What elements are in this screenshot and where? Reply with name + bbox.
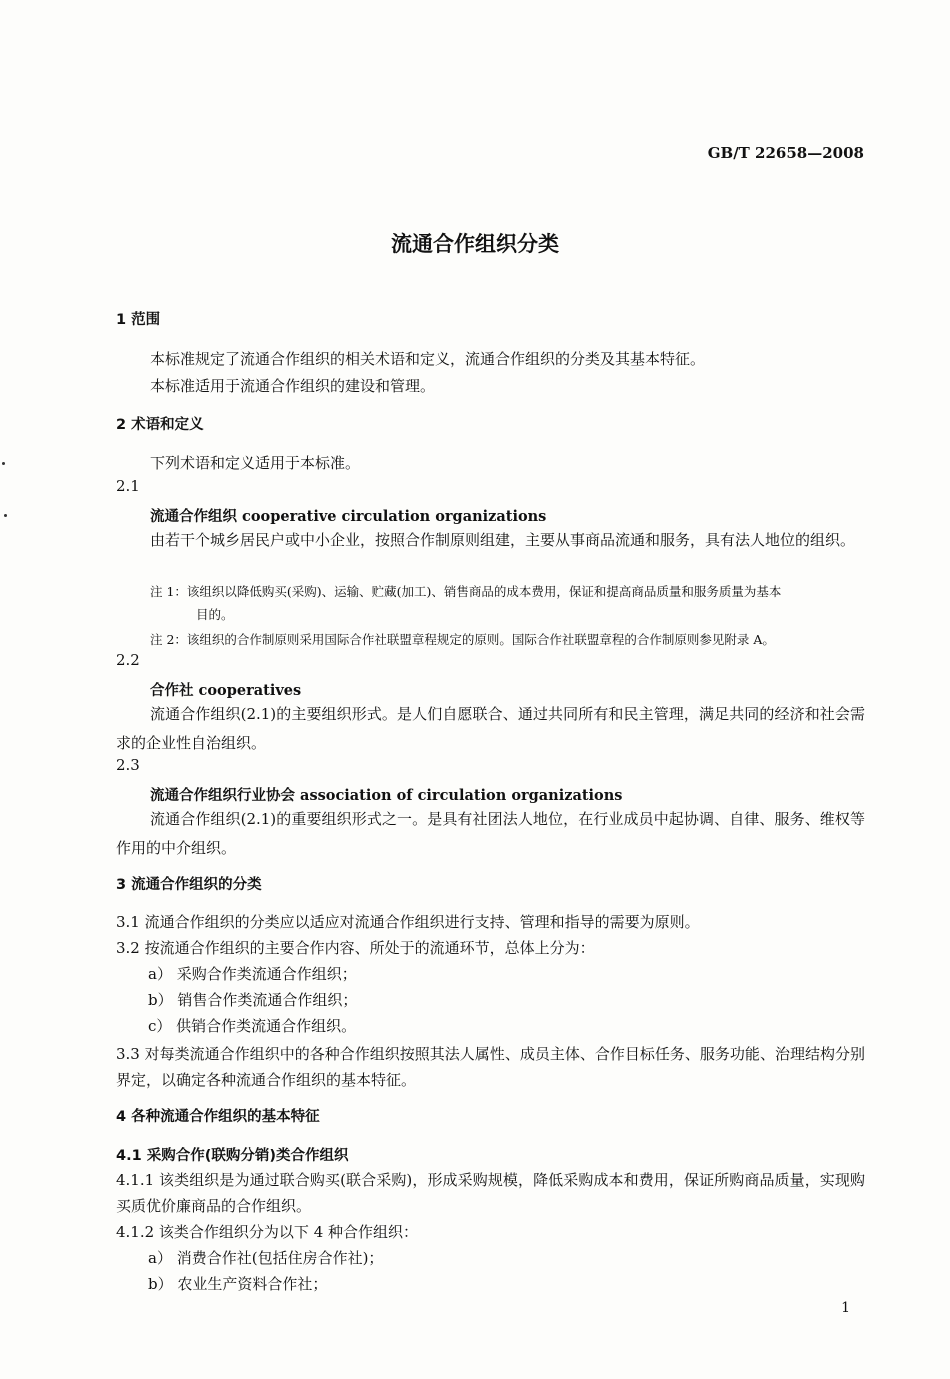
list-item-a: a） 消费合作社(包括住房合作社)； xyxy=(148,1249,384,1267)
clause-2-3-definition: 流通合作组织(2.1)的重要组织形式之一。是具有社团法人地位，在行业成员中起协调、自律、服务、维权等作用的中介组织。 xyxy=(116,810,865,857)
section-2-heading: 2 术语和定义 xyxy=(116,417,204,433)
section-1-heading: 1 范围 xyxy=(116,312,161,328)
list-item-a: a） 采购合作类流通合作组织； xyxy=(148,965,357,983)
section-1-paragraph-1: 本标准规定了流通合作组织的相关术语和定义，流通合作组织的分类及其基本特征。 xyxy=(150,350,706,368)
clause-2-1-term: 流通合作组织 cooperative circulation organizations xyxy=(150,508,547,525)
list-item-b: b） 农业生产资料合作社； xyxy=(148,1275,328,1293)
list-item-b: b） 销售合作类流通合作组织； xyxy=(148,991,358,1009)
clause-2-2-definition: 流通合作组织(2.1)的主要组织形式。是人们自愿联合、通过共同所有和民主管理，满足共同的经济和社会需求的企业性自治组织。 xyxy=(116,705,865,752)
clause-2-1-note-1-cont: 目的。 xyxy=(196,607,234,622)
margin-dot xyxy=(4,514,7,517)
clause-2-1-note-1: 注 1：该组织以降低购买(采购)、运输、贮藏(加工)、销售商品的成本费用，保证和提高商品质量和服务质量为基本 xyxy=(150,584,782,599)
page-number: 1 xyxy=(841,1300,850,1316)
list-item-c: c） 供销合作类流通合作组织。 xyxy=(148,1017,357,1035)
section-1-paragraph-2: 本标准适用于流通合作组织的建设和管理。 xyxy=(150,377,436,395)
standard-number: GB/T 22658—2008 xyxy=(707,144,864,162)
section-2-intro: 下列术语和定义适用于本标准。 xyxy=(150,454,361,472)
section-3-heading: 3 流通合作组织的分类 xyxy=(116,877,262,893)
clause-4-1-2: 4.1.2 该类合作组织分为以下 4 种合作组织： xyxy=(116,1223,419,1241)
clause-2-1-definition: 由若干个城乡居民户或中小企业，按照合作制原则组建，主要从事商品流通和服务，具有法人地位的组织。 xyxy=(150,531,856,549)
clause-2-1-note-2: 注 2：该组织的合作制原则采用国际合作社联盟章程规定的原则。国际合作社联盟章程的合作制原则参见附录 A。 xyxy=(150,632,775,647)
clause-2-3-term: 流通合作组织行业协会 association of circulation organizations xyxy=(150,787,623,804)
clause-3-2: 3.2 按流通合作组织的主要合作内容、所处于的流通环节，总体上分为： xyxy=(116,939,595,957)
clause-2-3-number: 2.3 xyxy=(116,756,140,774)
clause-4-1-1: 4.1.1 该类组织是为通过联合购买(联合采购)，形成采购规模，降低采购成本和费用，保证所购商品质量，实现购买质优价廉商品的合作组织。 xyxy=(116,1171,865,1215)
clause-2-2-term: 合作社 cooperatives xyxy=(150,682,302,699)
clause-3-3: 3.3 对每类流通合作组织中的各种合作组织按照其法人属性、成员主体、合作目标任务、服务功能、治理结构分别界定，以确定各种流通合作组织的基本特征。 xyxy=(116,1045,865,1089)
clause-2-2-number: 2.2 xyxy=(116,651,140,669)
margin-dot xyxy=(2,462,5,465)
clause-4-1-heading: 4.1 采购合作(联购分销)类合作组织 xyxy=(116,1148,349,1164)
clause-2-1-number: 2.1 xyxy=(116,477,140,495)
section-4-heading: 4 各种流通合作组织的基本特征 xyxy=(116,1109,320,1125)
document-title: 流通合作组织分类 xyxy=(391,232,559,256)
clause-3-1: 3.1 流通合作组织的分类应以适应对流通合作组织进行支持、管理和指导的需要为原则。 xyxy=(116,913,700,931)
